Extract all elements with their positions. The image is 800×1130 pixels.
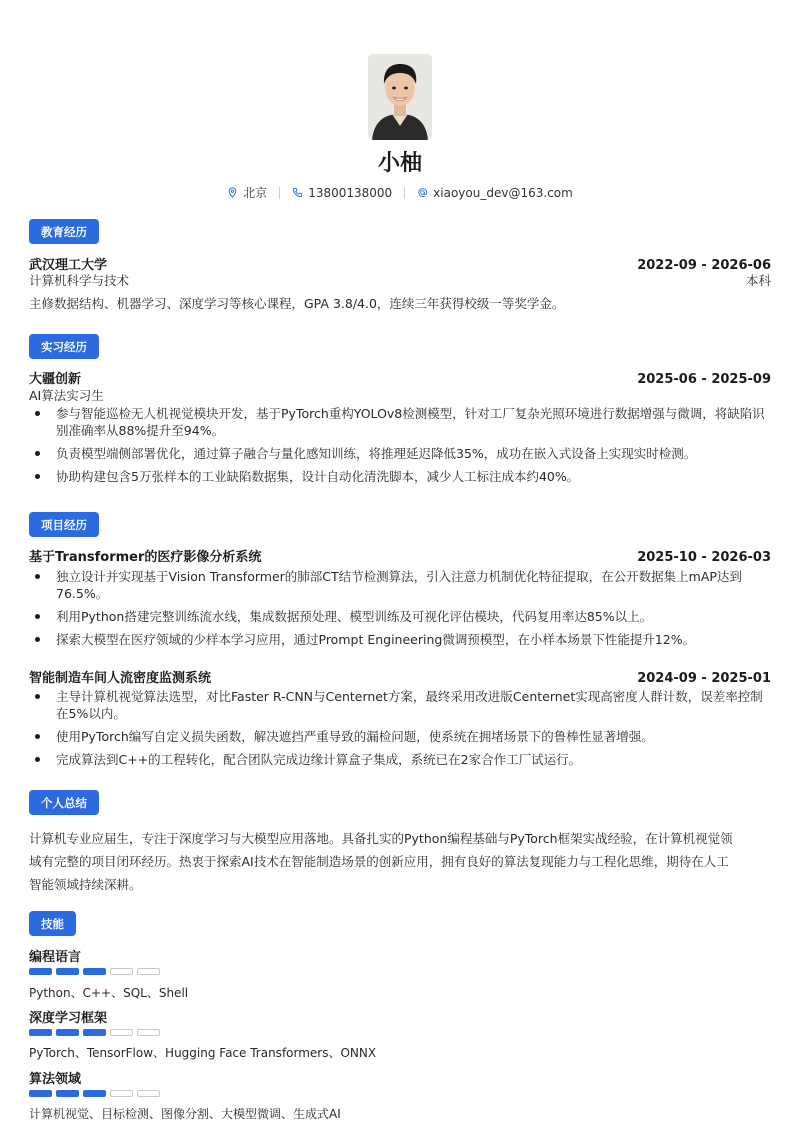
- list-item: 完成算法到C++的工程转化，配合团队完成边缘计算盒子集成，系统已在2家合作工厂试运行。: [29, 751, 771, 768]
- project-bullets: [29, 688, 771, 774]
- summary-line: 域有完整的项目闭环经历。热衷于探索AI技术在智能制造场景的创新应用，拥有良好的算法复现能力与工程化思维，期待在人工: [29, 854, 729, 869]
- section-projects-label: 项目经历: [29, 512, 99, 537]
- at-icon: [417, 187, 428, 198]
- summary-text: [29, 827, 771, 896]
- skill-detail: 计算机视觉、目标检测、图像分割、大模型微调、生成式AI: [29, 1107, 341, 1121]
- skill-level-segment: [110, 1029, 133, 1036]
- skill-level-bar: [29, 1029, 160, 1036]
- contact-phone: [292, 186, 392, 200]
- skill-name: 算法领域: [29, 1072, 82, 1087]
- city-text: 北京: [243, 186, 268, 200]
- phone-icon: [292, 187, 303, 198]
- project-bullets: [29, 568, 771, 654]
- list-item: 负责模型端侧部署优化，通过算子融合与量化感知训练，将推理延迟降低35%，成功在嵌入式设备上实现实时检测。: [29, 445, 771, 462]
- list-item: 主导计算机视觉算法选型，对比Faster R-CNN与Centernet方案，最终采用改进版Centernet实现高密度人群计数，误差率控制在5%以内。: [29, 688, 771, 722]
- list-item: 使用PyTorch编写自定义损失函数，解决遮挡严重导致的漏检问题，使系统在拥堵场景下的鲁棒性显著增强。: [29, 728, 771, 745]
- contact-city: [227, 184, 267, 201]
- project-date: 2025-10 - 2026-03: [637, 550, 771, 565]
- summary-line: 计算机专业应届生，专注于深度学习与大模型应用落地。具备扎实的Python编程基础与PyTorch框架实战经验，在计算机视觉领: [29, 831, 733, 846]
- skill-level-segment: [56, 1029, 79, 1036]
- skill-detail: PyTorch、TensorFlow、Hugging Face Transformers、ONNX: [29, 1046, 377, 1060]
- candidate-name: 小柚: [377, 151, 422, 176]
- skill-level-segment: [137, 1090, 160, 1097]
- project-date: 2024-09 - 2025-01: [637, 671, 771, 686]
- list-item: 参与智能巡检无人机视觉模块开发，基于PyTorch重构YOLOv8检测模型，针对工厂复杂光照环境进行数据增强与微调，将缺陷识别准确率从88%提升至94%。: [29, 405, 771, 439]
- section-internship-label: 实习经历: [29, 334, 99, 359]
- skill-level-bar: [29, 968, 160, 975]
- list-item: 独立设计并实现基于Vision Transformer的肺部CT结节检测算法，引入注意力机制优化特征提取，在公开数据集上mAP达到76.5%。: [29, 568, 771, 602]
- education-subheader: [29, 271, 771, 289]
- skill-detail: Python、C++、SQL、Shell: [29, 986, 189, 1000]
- divider: [404, 187, 405, 199]
- education-description: 主修数据结构、机器学习、深度学习等核心课程，GPA 3.8/4.0，连续三年获得校级一等奖学金。: [29, 296, 565, 311]
- internship-role-row: [29, 386, 771, 404]
- school-name: 武汉理工大学: [29, 258, 108, 273]
- skill-level-segment: [29, 1090, 52, 1097]
- skill-level-segment: [110, 968, 133, 975]
- skill-level-segment: [56, 1090, 79, 1097]
- skill-name: 深度学习框架: [29, 1011, 108, 1026]
- skill-level-segment: [110, 1090, 133, 1097]
- project-name: 基于Transformer的医疗影像分析系统: [29, 550, 262, 565]
- list-item: 探索大模型在医疗领域的少样本学习应用，通过Prompt Engineering微调预模型，在小样本场景下性能提升12%。: [29, 631, 771, 648]
- internship-bullets: [29, 405, 771, 491]
- phone-text: 13800138000: [308, 185, 393, 200]
- education-date: 2022-09 - 2026-06: [637, 258, 771, 273]
- internship-date: 2025-06 - 2025-09: [637, 372, 771, 387]
- contact-email: [417, 186, 573, 200]
- avatar-portrait: [368, 54, 432, 140]
- project-header: [29, 667, 771, 686]
- avatar: [368, 54, 432, 140]
- company-name: 大疆创新: [29, 372, 82, 387]
- location-icon: [227, 187, 238, 198]
- summary-line: 智能领域持续深耕。: [29, 877, 142, 892]
- skill-level-segment: [83, 1090, 106, 1097]
- skill-level-segment: [56, 968, 79, 975]
- skill-name: 编程语言: [29, 950, 82, 965]
- skill-level-segment: [83, 1029, 106, 1036]
- section-skills-label: 技能: [29, 911, 76, 936]
- skill-level-segment: [137, 1029, 160, 1036]
- skill-level-segment: [137, 968, 160, 975]
- degree: 本科: [745, 273, 771, 288]
- section-summary-label: 个人总结: [29, 790, 99, 815]
- divider: [279, 187, 280, 199]
- contact-info: [0, 184, 800, 201]
- project-name: 智能制造车间人流密度监测系统: [29, 671, 212, 686]
- skill-level-segment: [83, 968, 106, 975]
- email-text: xiaoyou_dev@163.com: [433, 185, 573, 200]
- internship-role: AI算法实习生: [29, 388, 104, 403]
- internship-header: [29, 368, 771, 387]
- section-education-label: 教育经历: [29, 219, 99, 244]
- project-header: [29, 546, 771, 565]
- skill-level-segment: [29, 968, 52, 975]
- list-item: 利用Python搭建完整训练流水线，集成数据预处理、模型训练及可视化评估模块，代码复用率达85%以上。: [29, 608, 771, 625]
- major: 计算机科学与技术: [29, 273, 130, 288]
- skill-level-segment: [29, 1029, 52, 1036]
- list-item: 协助构建包含5万张样本的工业缺陷数据集，设计自动化清洗脚本，减少人工标注成本约40%。: [29, 468, 771, 485]
- skill-level-bar: [29, 1090, 160, 1097]
